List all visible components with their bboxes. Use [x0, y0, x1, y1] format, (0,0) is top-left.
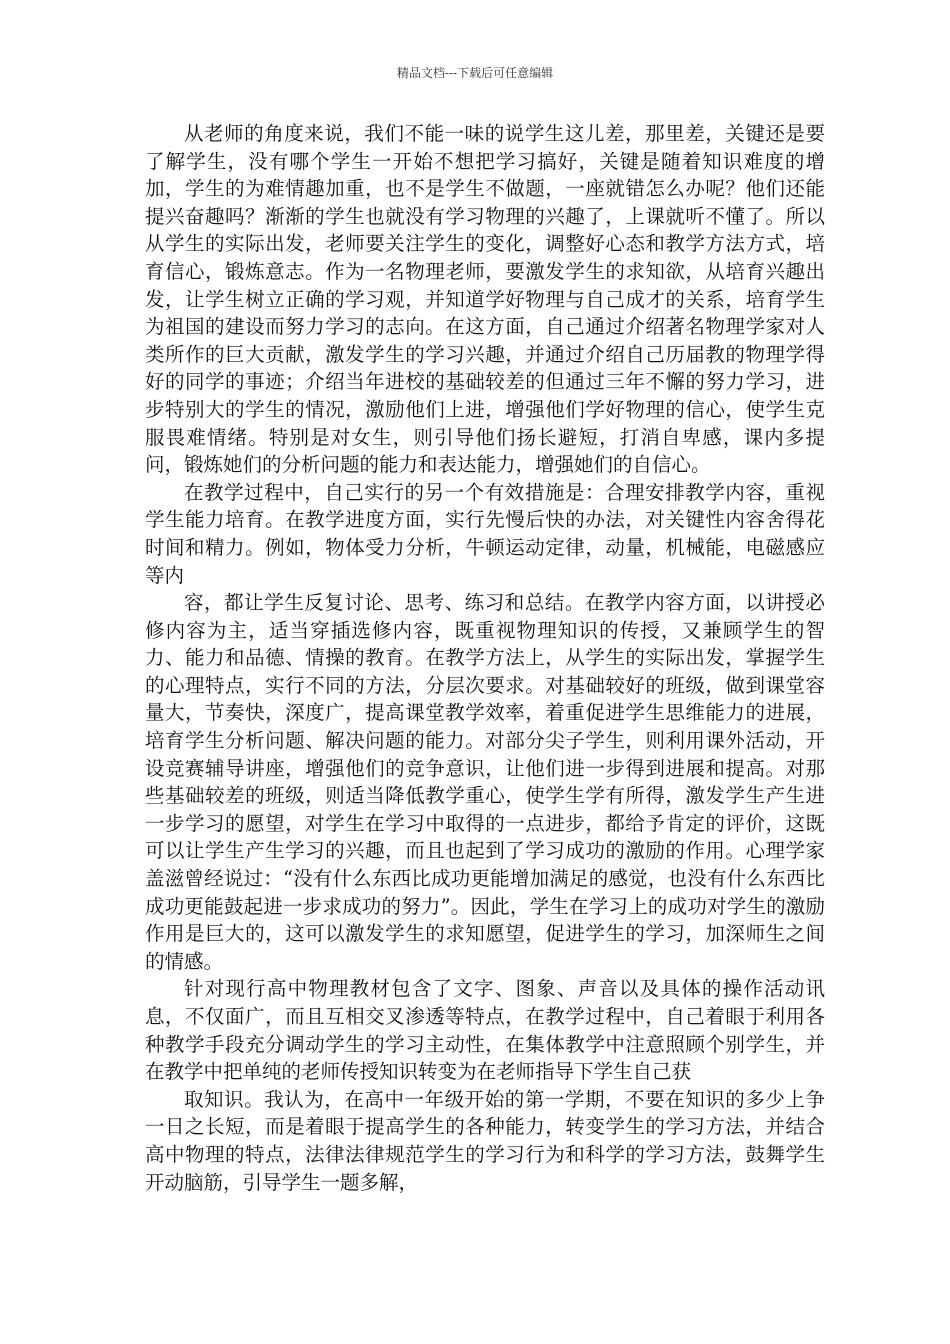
paragraph-3: 容，都让学生反复讨论、思考、练习和总结。在教学内容方面，以讲授必修内容为主，适当穿插选修内容，既重视物理知识的传授，又兼顾学生的智力、能力和品德、情操的教育。在教学方法上，从学生的实际出发，掌握学生的心理特点，实行不同的方法，分层次要求。对基础较好的班级，做到课堂容量大，节奏快，深度广，提高课堂教学效率，着重促进学生思维能力的进展，培育学生分析问题、解决问题的能力。对部分尖子学生，则利用课外活动，开设竞赛辅导讲座，增强他们的竞争意识，让他们进一步得到进展和提高。对那些基础较差的班级，则适当降低教学重心，使学生学有所得，激发学生产生进一步学习的愿望，对学生在学习中取得的一点进步，都给予肯定的评价，这既可以让学生产生学习的兴趣，而且也起到了学习成功的激励的作用。心理学家盖滋曾经说过：“没有什么东西比成功更能增加满足的感觉，也没有什么东西比成功更能鼓起进一步求成功的努力”。因此，学生在学习上的成功对学生的激励作用是巨大的，这可以激发学生的求知愿望，促进学生的学习，加深师生之间的情感。 [145, 591, 825, 973]
paragraph-2: 在教学过程中，自己实行的另一个有效措施是：合理安排教学内容，重视学生能力培育。在教学进度方面，实行先慢后快的办法，对关键性内容舍得花时间和精力。例如，物体受力分析，牛顿运动定律，动量，机械能，电磁感应等内 [145, 480, 825, 587]
paragraph-1: 从老师的角度来说，我们不能一味的说学生这儿差，那里差，关键还是要了解学生，没有哪个学生一开始不想把学习搞好，关键是随着知识难度的增加，学生的为难情趣加重，也不是学生不做题，一座就错怎么办呢？他们还能提兴奋趣吗？渐渐的学生也就没有学习物理的兴趣了，上课就听不懂了。所以从学生的实际出发，老师要关注学生的变化，调整好心态和教学方法方式，培育信心，锻炼意志。作为一名物理老师，要激发学生的求知欲，从培育兴趣出发，让学生树立正确的学习观，并知道学好物理与自己成才的关系，培育学生为祖国的建设而努力学习的志向。在这方面，自己通过介绍著名物理学家对人类所作的巨大贡献，激发学生的学习兴趣，并通过介绍自己历届教的物理学得好的同学的事迹；介绍当年进校的基础较差的但通过三年不懈的努力学习，进步特别大的学生的情况，激励他们上进，增强他们学好物理的信心，使学生克服畏难情绪。特别是对女生，则引导他们扬长避短，打消自卑感，课内多提问，锻炼她们的分析问题的能力和表达能力，增强她们的自信心。 [145, 122, 825, 477]
document-body [145, 120, 825, 1196]
paragraph-5: 取知识。我认为，在高中一年级开始的第一学期，不要在知识的多少上争一日之长短，而是着眼于提高学生的各种能力，转变学生的学习方法，并结合高中物理的特点，法律法律规范学生的学习行为和科学的学习方法，鼓舞学生开动脑筋，引导学生一题多解， [145, 1087, 825, 1194]
paragraph-4: 针对现行高中物理教材包含了文字、图象、声音以及具体的操作活动讯息，不仅面广，而且互相交叉渗透等特点，在教学过程中，自己着眼于利用各种教学手段充分调动学生的学习主动性，在集体教学中注意照顾个别学生，并在教学中把单纯的老师传授知识转变为在老师指导下学生自己获 [145, 977, 825, 1084]
page-header: 精品文档---下载后可任意编辑 [396, 66, 554, 80]
